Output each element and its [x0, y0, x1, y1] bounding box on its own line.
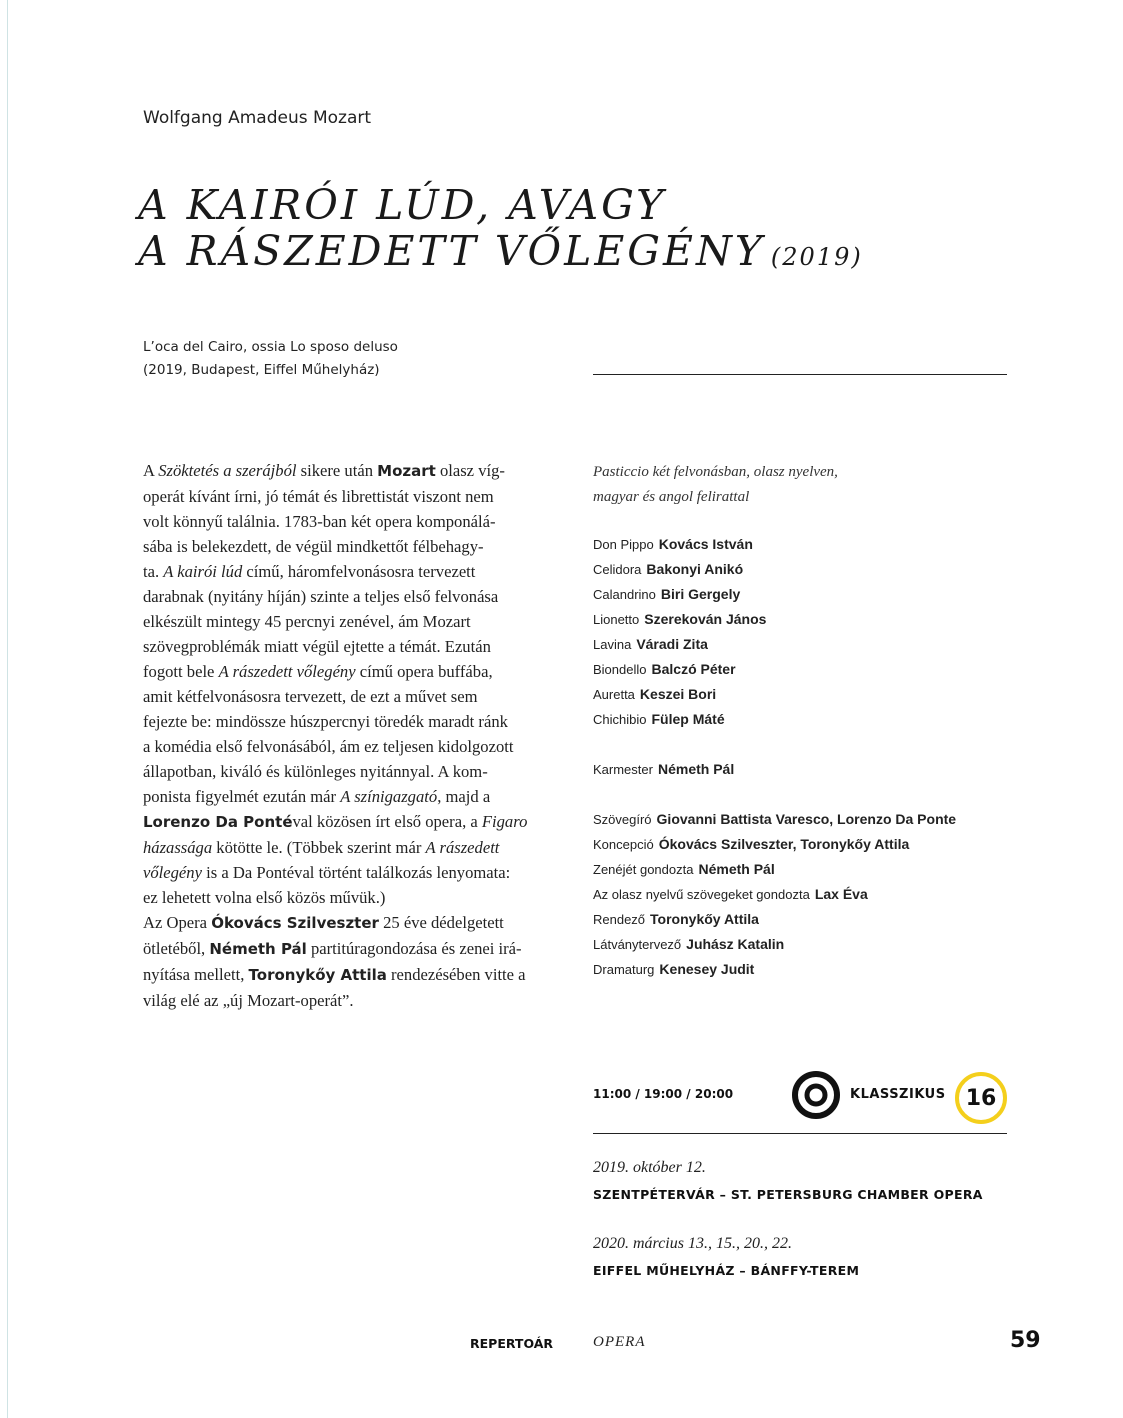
conductor-row: Karmester Németh Pál	[593, 761, 735, 777]
divider-top	[593, 374, 1007, 375]
crew-row: Látványtervező Juhász Katalin	[593, 936, 785, 952]
category-label: KLASSZIKUS	[850, 1087, 946, 1102]
body-line: házassága kötötte le. (Többek szerint már A rászedett	[143, 838, 500, 857]
cast-row: Lavina Váradi Zita	[593, 636, 708, 652]
title-line-2-text: A RÁSZEDETT VŐLEGÉNY	[138, 227, 765, 275]
subtitle-line-1: Pasticcio két felvonásban, olasz nyelven,	[593, 464, 838, 480]
cast-row: Chichibio Fülep Máté	[593, 711, 725, 727]
original-title-block	[143, 336, 398, 382]
composer-name: Wolfgang Amadeus Mozart	[143, 108, 372, 128]
body-line: Lorenzo Da Pontéval közösen írt első opera, a Figaro	[143, 812, 528, 831]
body-line: ez lehetett volna első közös művük.)	[143, 888, 386, 907]
crew-row: Rendező Toronykőy Attila	[593, 911, 759, 927]
subtitle-line-2: magyar és angol felirattal	[593, 489, 750, 505]
cast-row: Lionetto Szerekován János	[593, 611, 767, 627]
body-line: elkészült mintegy 45 percnyi zenével, ám Mozart	[143, 612, 471, 631]
body-line: fejezte be: mindössze húszpercnyi töredék maradt ránk	[143, 712, 508, 731]
body-line: fogott bele A rászedett vőlegény című opera buffába,	[143, 662, 493, 681]
body-line: sába is belekezdett, de végül mindkettőt félbehagy-	[143, 537, 484, 556]
title-line-2	[138, 228, 863, 280]
crew-list	[593, 807, 956, 982]
footer-category: OPERA	[593, 1334, 646, 1350]
crew-row: Koncepció Ókovács Szilveszter, Toronykőy Attila	[593, 836, 910, 852]
age-rating-badge: 16	[955, 1072, 1007, 1124]
original-title: L’oca del Cairo, ossia Lo sposo deluso	[143, 339, 398, 355]
body-line: a komédia első felvonásából, ám ez teljesen kidolgozott	[143, 737, 514, 756]
production-subtitle	[593, 460, 838, 510]
cast-row: Calandrino Biri Gergely	[593, 586, 741, 602]
page-number: 59	[1010, 1328, 1041, 1353]
performance-venue: EIFFEL MŰHELYHÁZ – BÁNFFY-TEREM	[593, 1263, 860, 1278]
crew-row: Dramaturg Kenesey Judit	[593, 961, 755, 977]
body-line: nyítása mellett, Toronykőy Attila rendezésében vitte a	[143, 965, 526, 984]
crew-row: Az olasz nyelvű szövegeket gondozta Lax Éva	[593, 886, 868, 902]
body-line: Az Opera Ókovács Szilveszter 25 éve dédelgetett	[143, 913, 504, 932]
crew-row: Zenéjét gondozta Németh Pál	[593, 861, 775, 877]
body-line: darabnak (nyitány híján) szinte a teljes első felvonása	[143, 587, 499, 606]
page-edge-line	[7, 0, 8, 1418]
showtimes: 11:00 / 19:00 / 20:00	[593, 1087, 734, 1101]
body-line: állapotban, kiváló és különleges nyitánnyal. A kom-	[143, 762, 488, 781]
body-line: szövegproblémák miatt végül ejtette a témát. Ezután	[143, 637, 491, 656]
body-line: amit kétfelvonásosra tervezett, de ezt a művet sem	[143, 687, 478, 706]
body-line: vőlegény is a Da Pontéval történt találkozás lenyomata:	[143, 863, 511, 882]
body-line: ötletéből, Németh Pál partitúragondozása és zenei irá-	[143, 939, 522, 958]
crew-row: Szövegíró Giovanni Battista Varesco, Lorenzo Da Ponte	[593, 811, 957, 827]
performance-date: 2019. október 12.	[593, 1159, 706, 1176]
divider-schedule	[593, 1133, 1007, 1134]
body-line: operát kívánt írni, jó témát és librettistát viszont nem	[143, 487, 494, 506]
conductor-credit	[593, 757, 734, 782]
title-line-1: A KAIRÓI LÚD, AVAGY	[138, 181, 667, 229]
performance-date: 2020. március 13., 15., 20., 22.	[593, 1235, 792, 1252]
page-title	[138, 182, 863, 280]
body-line: ponista figyelmét ezután már A színigazgató, majd a	[143, 787, 491, 806]
body-line: világ elé az „új Mozart-operát”.	[143, 991, 354, 1010]
article-body	[143, 458, 543, 1013]
cast-row: Celidora Bakonyi Anikó	[593, 561, 744, 577]
cast-row: Don Pippo Kovács István	[593, 536, 753, 552]
body-line: ta. A kairói lúd című, háromfelvonásosra tervezett	[143, 562, 476, 581]
performance-venue: SZENTPÉTERVÁR – ST. PETERSBURG CHAMBER OPERA	[593, 1187, 983, 1202]
body-line: volt könnyű találnia. 1783-ban két opera komponálá-	[143, 512, 496, 531]
title-year: (2019)	[770, 243, 863, 271]
cast-row: Biondello Balczó Péter	[593, 661, 736, 677]
cast-row: Auretta Keszei Bori	[593, 686, 717, 702]
body-line: A Szöktetés a szerájból sikere után Mozart olasz víg-	[143, 461, 505, 480]
premiere-info: (2019, Budapest, Eiffel Műhelyház)	[143, 362, 380, 378]
klasszikus-target-icon	[791, 1070, 841, 1120]
cast-list	[593, 532, 766, 732]
footer-section: REPERTOÁR	[470, 1336, 554, 1351]
